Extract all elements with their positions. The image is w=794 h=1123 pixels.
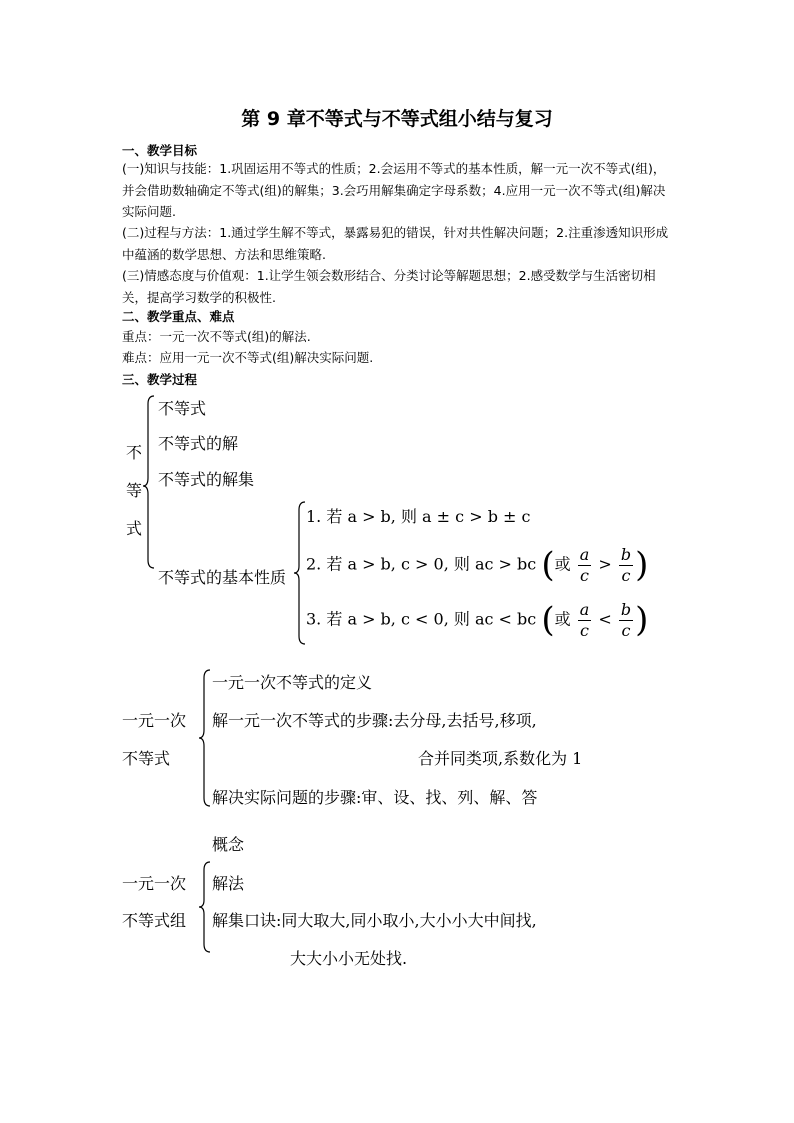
property-3-open-paren: ( — [541, 600, 555, 640]
diagram2-item-application-steps: 解决实际问题的步骤:审、设、找、列、解、答 — [212, 788, 538, 807]
diagram1-root — [124, 434, 144, 548]
diagram2-item-solving-steps-cont: 合并同类项,系数化为 1 — [418, 749, 583, 768]
property-2-text: 2. 若 a > b, c > 0, 则 ac > bc — [306, 554, 537, 574]
diagram1-properties-brace — [293, 500, 307, 646]
property-2 — [306, 545, 648, 585]
fraction-numerator: b — [620, 600, 632, 620]
fraction-denominator: c — [579, 565, 589, 585]
property-3-fraction-b-over-c — [619, 600, 633, 639]
diagram3-item-mnemonic-cont: 大大小小无处找. — [290, 949, 408, 968]
section-heading-process: 三、教学过程 — [122, 372, 198, 387]
paragraph-knowledge-skills: (一)知识与技能：1.巩固运用不等式的性质；2.会运用不等式的基本性质，解一元一次不等式(组)，并会借助数轴确定不等式(组)的解集；3.会巧用解集确定字母系数；4.应用一元一次不等式(组)解决实际问题. — [122, 161, 666, 219]
fraction-denominator: c — [579, 620, 589, 640]
diagram2-item-definition: 一元一次不等式的定义 — [212, 673, 373, 692]
property-3-fraction-a-over-c — [578, 600, 592, 639]
property-3-lt: < — [598, 609, 612, 629]
property-3 — [306, 600, 648, 640]
property-2-close-paren: ) — [635, 545, 649, 585]
property-2-open-paren: ( — [541, 545, 555, 585]
fraction-numerator: a — [579, 600, 590, 620]
diagram3-item-concept: 概念 — [212, 835, 245, 854]
fraction-numerator: b — [620, 545, 632, 565]
diagram2-root-line2: 不等式 — [122, 749, 171, 768]
diagram2-brace — [198, 668, 212, 808]
diagram3-root-line2: 不等式组 — [122, 911, 187, 930]
diagram2-root-line1: 一元一次 — [122, 711, 187, 730]
diagram1-item-inequality: 不等式 — [158, 399, 207, 418]
diagram3-item-method: 解法 — [212, 874, 245, 893]
diagram3-root-line1: 一元一次 — [122, 874, 187, 893]
fraction-numerator: a — [579, 545, 590, 565]
diagram1-item-basic-properties: 不等式的基本性质 — [158, 568, 287, 587]
paragraph-attitude-values: (三)情感态度与价值观：1.让学生领会数形结合、分类讨论等解题思想；2.感受数学与生活密切相关，提高学习数学的积极性. — [122, 268, 656, 305]
property-3-text: 3. 若 a > b, c < 0, 则 ac < bc — [306, 609, 537, 629]
paragraph-process-methods: (二)过程与方法：1.通过学生解不等式，暴露易犯的错误，针对共性解决问题；2.注重渗透知识形成中蕴涵的数学思想、方法和思维策略. — [122, 225, 669, 262]
property-3-or: 或 — [554, 609, 571, 629]
diagram2-item-solving-steps: 解一元一次不等式的步骤:去分母,去括号,移项, — [212, 711, 537, 730]
diagram1-root-char: 等 — [125, 481, 142, 500]
diagram1-root-char: 式 — [125, 519, 142, 538]
diagram3-brace — [198, 860, 212, 954]
section-heading-objectives: 一、教学目标 — [122, 143, 198, 158]
property-2-gt: > — [598, 554, 612, 574]
fraction-denominator: c — [621, 565, 631, 585]
diagram1-root-char: 不 — [125, 443, 142, 462]
diagram1-item-solution: 不等式的解 — [158, 434, 239, 453]
diagram1-item-solution-set: 不等式的解集 — [158, 470, 255, 489]
property-3-close-paren: ) — [635, 600, 649, 640]
property-2-or: 或 — [554, 554, 571, 574]
diagram3-item-mnemonic: 解集口诀:同大取大,同小取小,大小小大中间找, — [212, 911, 537, 930]
key-point-text: 重点：一元一次不等式(组)的解法. — [122, 329, 311, 344]
property-2-fraction-a-over-c — [578, 545, 592, 584]
fraction-denominator: c — [621, 620, 631, 640]
difficult-point-text: 难点：应用一元一次不等式(组)解决实际问题. — [122, 350, 374, 365]
page-title: 第 9 章不等式与不等式组小结与复习 — [241, 108, 553, 130]
property-1: 1. 若 a > b, 则 a ± c > b ± c — [306, 507, 531, 526]
section-heading-key-points: 二、教学重点、难点 — [122, 309, 235, 324]
diagram1-main-brace — [142, 394, 156, 570]
property-2-fraction-b-over-c — [619, 545, 633, 584]
